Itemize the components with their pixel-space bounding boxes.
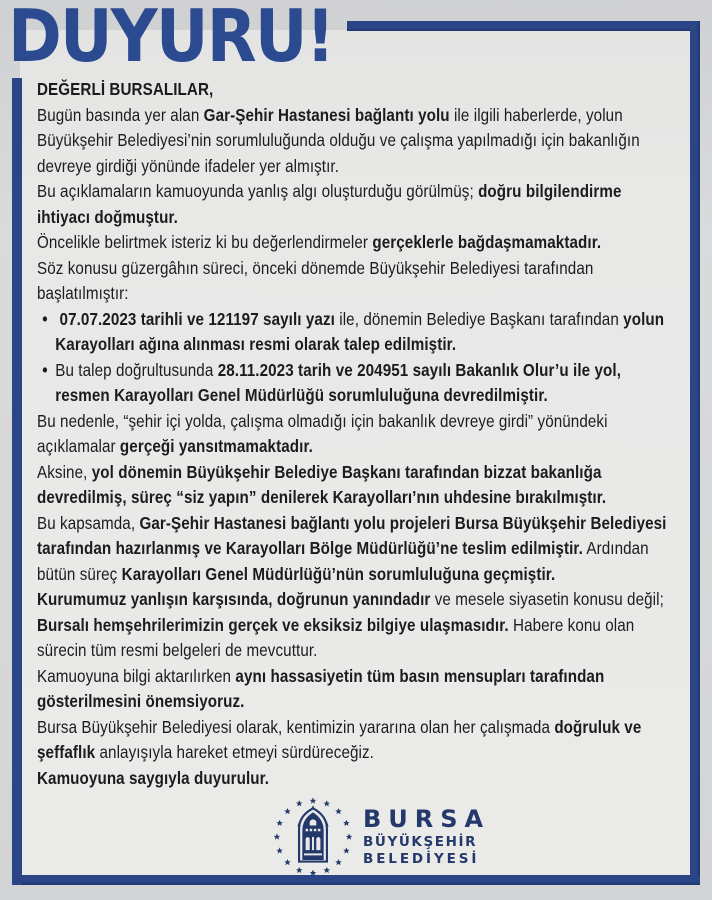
frame-border-left [12,78,22,885]
paragraph: Öncelikle belirtmek isteriz ki bu değerlendirmeler gerçeklerle bağdaşmamaktadır. [37,232,602,252]
bullet-item: • Bu talep doğrultusunda 28.11.2023 tarih ve 204951 sayılı Bakanlık Olur’u ile yol, resmen Karayolları Genel Müdürlüğü sorumluluğuna devredilmiştir. [37,358,669,409]
municipality-name [363,806,490,868]
page-title: DUYURU! [8,0,334,78]
paragraph: Bugün basında yer alan Gar-Şehir Hastanesi bağlantı yolu ile ilgili haberlerde, yolun Büyükşehir Belediyesi’nin sorumluluğunda olduğu ve çalışma yapılmadığı için bakanlığın devreye girdiği yönünde ifadeler yer almıştır. [37,104,640,176]
logo-line-buyuksehir: BÜYÜKŞEHİR [363,834,478,850]
paragraph: Bursa Büyükşehir Belediyesi olarak, kentimizin yararına olan her çalışmada doğruluk ve şeffaflık anlayışıyla hareket etmeyi sürdüreceğiz. [37,716,642,762]
paragraph: Bu nedenle, “şehir içi yolda, çalışma olmadığı için bakanlık devreye girdi” yönündeki açıklamalar gerçeği yansıtmamaktadır. [37,410,608,456]
logo-city-name: BURSA [363,805,491,833]
frame-border-top [347,21,700,31]
paragraph: Aksine, yol dönemin Büyükşehir Belediye Başkanı tarafından bizzat bakanlığa devredilmiş, süreç “siz yapın” denilerek Karayolları’nın uhdesine bırakılmıştır. [37,461,607,507]
logo-line-belediyesi: BELEDİYESİ [363,851,480,867]
bursa-municipality-emblem-icon [272,796,354,878]
paragraph: DEĞERLİ BURSALILAR, [37,79,214,99]
paragraph: Kurumumuz yanlışın karşısında, doğrunun yanındadır ve mesele siyasetin konusu değil; Bursalı hemşehrilerimizin gerçek ve eksiksiz bilgiye ulaşmasıdır. Habere konu olan sürecin tüm resmi belgeleri de mevcuttur. [37,589,664,660]
paragraph: Bu kapsamda, Gar-Şehir Hastanesi bağlantı yolu projeleri Bursa Büyükşehir Belediyesi tarafından hazırlanmış ve Karayolları Bölge Müdürlüğü’ne teslim edilmiştir. Ardından bütün süreç Karayolları Genel Müdürlüğü’nün sorumluluğuna geçmiştir. [37,512,667,584]
paragraph: Kamuoyuna bilgi aktarılırken aynı hassasiyetin tüm basın mensupları tarafından gösterilmesini önemsiyoruz. [37,665,605,711]
municipality-logo [272,796,490,878]
paragraph: Kamuoyuna saygıyla duyurulur. [37,767,270,788]
announcement-body [37,77,669,791]
bullet-item: • 07.07.2023 tarihli ve 121197 sayılı yazı ile, dönemin Belediye Başkanı tarafından yolun Karayolları ağına alınması resmi olarak talep edilmiştir. [37,307,669,358]
paragraph: Bu açıklamaların kamuoyunda yanlış algı oluşturduğu görülmüş; doğru bilgilendirme ihtiyacı doğmuştur. [37,181,622,227]
paragraph: Söz konusu güzergâhın süreci, önceki dönemde Büyükşehir Belediyesi tarafından başlatılmıştır: [37,257,594,303]
frame-border-right [690,21,700,885]
